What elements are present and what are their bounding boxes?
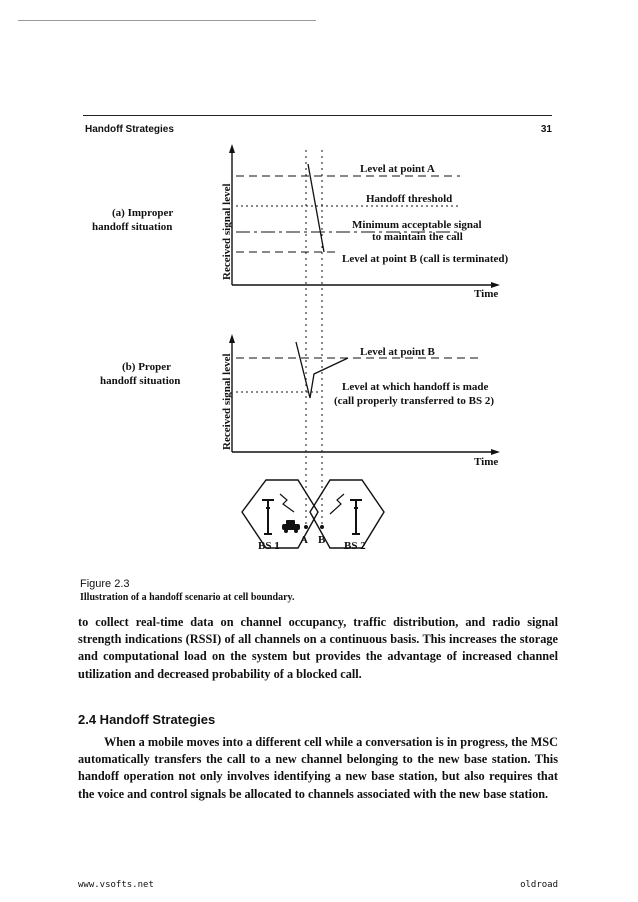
tower-bs1-icon: [262, 500, 274, 534]
panel-a-threshold: Handoff threshold: [366, 193, 453, 205]
panel-a-label-line1: (a) Improper: [112, 207, 174, 219]
panel-a-y-arrow: [229, 144, 235, 153]
panel-a-y-axis-label: Received signal level: [221, 183, 233, 280]
panel-b-y-arrow: [229, 334, 235, 343]
panel-b-label-line2: handoff situation: [100, 375, 181, 387]
panel-a-level-a: Level at point A: [360, 163, 435, 175]
car-icon: [282, 520, 300, 533]
point-b-dot: [320, 525, 324, 529]
paragraph-1: to collect real-time data on channel occupancy, traffic distribution, and radio signal strength indications (RSSI) of all channels on a continuous basis. This increases the storage and computational load on the system but provides the advantage of increased channel utilization and decreased probability of a blocked call.: [78, 615, 558, 681]
footer-right: oldroad: [520, 880, 558, 890]
panel-b-label-line1: (b) Proper: [122, 361, 171, 373]
panel-b-x-axis-label: Time: [474, 456, 499, 468]
radio-link-bs2-icon: [330, 494, 344, 514]
panel-b-handoff-made-line1: Level at which handoff is made: [342, 381, 489, 393]
panel-b-level-b: Level at point B: [360, 346, 435, 358]
figure-title: Figure 2.3: [80, 578, 130, 590]
panel-b-signal-curve: [296, 342, 348, 398]
page-number: 31: [540, 124, 552, 135]
radio-link-bs1-icon: [280, 494, 294, 512]
point-a-label: A: [300, 534, 308, 546]
panel-b-x-arrow: [491, 449, 500, 455]
panel-a-label-line2: handoff situation: [92, 221, 173, 233]
panel-a-signal-curve: [308, 164, 324, 252]
running-title: Handoff Strategies: [85, 124, 174, 135]
paragraph-2: When a mobile moves into a different cell while a conversation is in progress, the MSC automatically transfers the call to a new channel belonging to the new base station. This handoff operation not only involves identifying a new base station, but also requires that the voice and control signals be allocated to channels associated with the new base station.: [78, 735, 558, 801]
panel-a-x-axis-label: Time: [474, 288, 499, 300]
bs1-label: BS 1: [258, 540, 280, 552]
section-heading: 2.4 Handoff Strategies: [78, 712, 216, 727]
bs2-label: BS 2: [344, 540, 366, 552]
tower-bs2-icon: [350, 500, 362, 534]
point-b-label: B: [318, 534, 326, 546]
panel-a-min-signal-line1: Minimum acceptable signal: [352, 219, 482, 231]
point-a-dot: [304, 525, 308, 529]
panel-b-handoff-made-line2: (call properly transferred to BS 2): [334, 395, 494, 407]
panel-b-y-axis-label: Received signal level: [221, 353, 233, 450]
figure-caption: Illustration of a handoff scenario at cell boundary.: [80, 592, 295, 603]
panel-a-min-signal-line2: to maintain the call: [372, 231, 463, 243]
footer-left: www.vsofts.net: [78, 880, 154, 890]
panel-a-level-b: Level at point B (call is terminated): [342, 253, 509, 265]
